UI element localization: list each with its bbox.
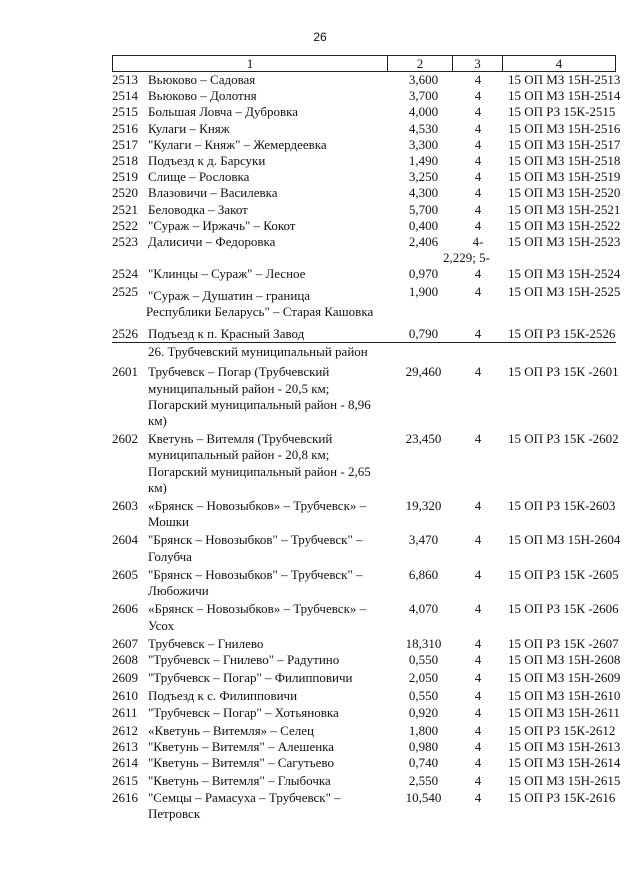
road-code: 15 ОП МЗ 15Н-2514 (508, 88, 621, 104)
table-row (112, 266, 621, 282)
road-category: 4 (474, 601, 482, 617)
header-col-2: 2 (388, 56, 453, 71)
road-length: 0,550 (408, 688, 439, 704)
table-row (112, 153, 621, 169)
table-row (112, 498, 616, 530)
road-code: 15 ОП РЗ 15К-2603 (508, 498, 616, 514)
road-category: 4 (474, 88, 482, 104)
road-length: 3,700 (408, 88, 439, 104)
road-name: Кулаги – Княж (148, 120, 230, 136)
road-code: 15 ОП РЗ 15К -2605 (508, 566, 619, 582)
road-code: 15 ОП МЗ 15Н-2613 (508, 738, 621, 754)
road-code: 15 ОП МЗ 15Н-2524 (508, 266, 621, 282)
road-name: "Трубчевск – Гнилево" – Радутино (148, 651, 340, 667)
road-category: 4 (474, 651, 482, 667)
road-category: 4 (474, 532, 482, 548)
roads-table (112, 55, 621, 824)
road-name: "Семцы – Рамасуха – Трубчевск" – Петровск (148, 789, 341, 821)
road-length: 1,490 (408, 153, 439, 169)
road-category: 4 (474, 738, 482, 754)
road-category: 4 (474, 566, 482, 582)
road-category: 4 (474, 169, 482, 185)
road-code: 15 ОП РЗ 15К-2515 (508, 104, 616, 120)
road-category: 4 (474, 431, 482, 447)
road-name: "Брянск – Новозыбков" – Трубчевск" – Любожичи (148, 566, 363, 599)
table-row (112, 532, 621, 564)
row-number: 2604 (112, 532, 138, 548)
road-length: 29,460 (405, 364, 442, 380)
road-name: "Кветунь – Витемля" – Глыбочка (148, 773, 331, 789)
table-row (112, 283, 621, 320)
table-row (112, 120, 621, 137)
road-length: 3,470 (408, 532, 439, 548)
road-length: 3,250 (408, 169, 439, 185)
road-length: 4,530 (408, 120, 439, 136)
road-code: 15 ОП МЗ 15Н-2525 (508, 283, 621, 299)
road-name: Вьюково – Долотня (148, 88, 257, 104)
road-length: 18,310 (405, 635, 442, 651)
road-code: 15 ОП МЗ 15Н-2516 (508, 120, 621, 136)
road-name (146, 284, 388, 320)
road-length: 0,980 (408, 738, 439, 754)
table-row (112, 104, 616, 120)
table-row (112, 635, 619, 652)
table-row (112, 790, 616, 822)
table-row (112, 601, 619, 633)
road-category: 4 (474, 153, 482, 169)
road-name: Большая Ловча – Дубровка (148, 104, 299, 120)
road-name: Влазовичи – Василевка (148, 185, 278, 201)
table-header (112, 55, 616, 72)
row-number: 2523 (112, 234, 138, 250)
road-code: 15 ОП РЗ 15К -2601 (508, 364, 619, 380)
road-category: 4 (474, 104, 482, 120)
road-length: 1,800 (408, 722, 439, 738)
road-code: 15 ОП МЗ 15Н-2610 (508, 688, 621, 704)
header-col-4: 4 (503, 56, 616, 71)
road-name: "Кветунь – Витемля" – Сагутьево (148, 755, 334, 771)
row-number: 2518 (112, 153, 138, 169)
road-name: «Брянск – Новозыбков» – Трубчевск» – Усох (148, 601, 367, 633)
table-row (112, 136, 621, 153)
table-row (112, 234, 621, 250)
road-category: 4 (474, 704, 482, 720)
table-row (112, 72, 621, 88)
table-row (112, 755, 621, 771)
road-name: Подъезд к п. Красный Завод (148, 326, 305, 342)
road-category: 4 (474, 364, 482, 380)
table-row (112, 88, 621, 104)
road-code: 15 ОП МЗ 15Н-2518 (508, 153, 621, 169)
section-title: 26. Трубчевский муниципальный район (148, 344, 368, 360)
road-name-line: Республики Беларусь" – Старая Кашовка (146, 303, 374, 319)
page-number: 26 (313, 30, 327, 44)
road-name-line: "Сураж – Душатин – граница (148, 287, 311, 303)
road-name: Подъезд к д. Барсуки (148, 153, 266, 169)
road-name: "Брянск – Новозыбков" – Трубчевск" – Голубча (148, 532, 363, 564)
road-code: 15 ОП МЗ 15Н-2523 (508, 234, 621, 250)
road-category: 4 (474, 755, 482, 771)
road-length: 0,400 (408, 217, 439, 233)
road-length: 3,600 (408, 72, 439, 87)
row-number: 2610 (112, 688, 138, 704)
road-code: 15 ОП МЗ 15Н-2604 (508, 532, 621, 548)
category-note: 2,229; 5- (443, 250, 490, 266)
row-number: 2605 (112, 566, 138, 582)
row-number: 2611 (112, 704, 138, 720)
row-number: 2515 (112, 104, 138, 120)
road-category: 4 (474, 326, 482, 342)
table-row (112, 169, 621, 185)
road-name: Слище – Рословка (148, 169, 250, 185)
road-name: Вьюково – Садовая (148, 72, 256, 87)
row-number: 2608 (112, 651, 138, 667)
road-code: 15 ОП РЗ 15К-2612 (508, 722, 616, 738)
road-length: 4,000 (408, 104, 439, 120)
road-category: 4- (472, 234, 484, 250)
row-number: 2607 (112, 635, 138, 651)
row-number: 2513 (112, 72, 138, 87)
row-number: 2519 (112, 169, 138, 185)
table-row (112, 688, 621, 704)
table-row (112, 651, 621, 668)
road-name: "Клинцы – Сураж" – Лесное (148, 266, 306, 282)
road-name: "Кветунь – Витемля" – Алешенка (148, 738, 335, 754)
road-code: 15 ОП МЗ 15Н-2522 (508, 217, 621, 233)
row-number: 2615 (112, 773, 138, 789)
road-length: 6,860 (408, 566, 439, 582)
road-length: 0,550 (408, 651, 439, 667)
road-length: 23,450 (405, 431, 442, 447)
row-number: 2514 (112, 88, 138, 104)
road-name: "Трубчевск – Погар" – Хотьяновка (148, 704, 339, 720)
road-length: 10,540 (405, 789, 442, 805)
row-number: 2609 (112, 670, 138, 686)
row-number: 2616 (112, 789, 138, 805)
road-code: 15 ОП МЗ 15Н-2519 (508, 169, 621, 185)
road-category: 4 (474, 120, 482, 136)
row-number: 2602 (112, 431, 138, 447)
road-code: 15 ОП МЗ 15Н-2517 (508, 136, 621, 152)
road-length: 2,550 (408, 773, 439, 789)
rows-group-b (112, 266, 621, 282)
road-length: 4,070 (408, 601, 439, 617)
row-number: 2525 (112, 283, 138, 299)
road-name: "Сураж – Иржачь" – Кокот (148, 217, 296, 233)
table-row (112, 364, 619, 429)
road-name: Кветунь – Витемля (Трубчевский муниципальный район - 20,8 км; Погарский муниципальный район - 2,65 км) (148, 431, 371, 495)
road-category: 4 (474, 283, 482, 299)
road-name: Далисичи – Федоровка (148, 234, 276, 250)
road-length: 5,700 (408, 201, 439, 217)
table-row (112, 773, 621, 789)
table-row-note (112, 250, 616, 266)
row-number: 2614 (112, 755, 138, 771)
table-row (112, 566, 619, 599)
road-name: "Трубчевск – Погар" – Филипповичи (148, 670, 353, 686)
road-code: 15 ОП РЗ 15К-2526 (508, 326, 616, 342)
road-length: 3,300 (408, 136, 439, 152)
road-category: 4 (474, 136, 482, 152)
road-name: Трубчевск – Гнилево (148, 635, 264, 651)
row-number: 2613 (112, 738, 138, 754)
table-row (112, 738, 621, 755)
road-code: 15 ОП МЗ 15Н-2615 (508, 773, 621, 789)
road-length: 0,740 (408, 755, 439, 771)
road-category: 4 (474, 722, 482, 738)
road-length: 2,050 (408, 670, 439, 686)
header-col-1: 1 (112, 56, 388, 71)
road-length: 19,320 (405, 498, 442, 514)
table-row (112, 185, 621, 201)
table-row (112, 723, 616, 739)
road-category: 4 (474, 635, 482, 651)
road-code: 15 ОП МЗ 15Н-2609 (508, 670, 621, 686)
road-category: 4 (474, 670, 482, 686)
row-number: 2522 (112, 217, 138, 233)
road-category: 4 (474, 789, 482, 805)
road-category: 4 (474, 688, 482, 704)
table-row (112, 201, 621, 218)
row-number: 2606 (112, 601, 138, 617)
header-col-3: 3 (453, 56, 503, 71)
row-number: 2612 (112, 722, 138, 738)
table-row (112, 431, 619, 496)
road-code: 15 ОП МЗ 15Н-2513 (508, 72, 621, 87)
road-category: 4 (474, 773, 482, 789)
road-code: 15 ОП РЗ 15К-2616 (508, 789, 616, 805)
row-number: 2520 (112, 185, 138, 201)
road-length: 0,920 (408, 704, 439, 720)
road-category: 4 (474, 266, 482, 282)
road-code: 15 ОП МЗ 15Н-2608 (508, 651, 621, 667)
table-row (112, 670, 621, 686)
road-name: "Кулаги – Княж" – Жемердеевка (148, 136, 327, 152)
road-category: 4 (474, 185, 482, 201)
road-length: 2,406 (408, 234, 439, 250)
road-category: 4 (474, 498, 482, 514)
row-number: 2526 (112, 326, 138, 342)
row-number: 2603 (112, 498, 138, 514)
rows-group-a (112, 72, 621, 250)
road-category: 4 (474, 201, 482, 217)
rows-group-c (112, 364, 621, 821)
road-code: 15 ОП РЗ 15К -2606 (508, 601, 619, 617)
road-code: 15 ОП РЗ 15К -2602 (508, 431, 619, 447)
road-name: Подъезд к с. Филипповичи (148, 688, 298, 704)
row-number: 2524 (112, 266, 138, 282)
road-category: 4 (474, 72, 482, 87)
row-number: 2517 (112, 136, 138, 152)
road-length: 1,900 (408, 283, 439, 299)
road-name: Беловодка – Закот (148, 201, 248, 217)
road-code: 15 ОП РЗ 15К -2607 (508, 635, 619, 651)
road-name: Трубчевск – Погар (Трубчевский муниципальный район - 20,5 км; Погарский муниципальный район - 8,96 км) (148, 364, 371, 429)
table-row (112, 326, 616, 343)
road-length: 0,970 (408, 266, 439, 282)
road-name: «Брянск – Новозыбков» – Трубчевск» – Мошки (148, 498, 367, 530)
road-code: 15 ОП МЗ 15Н-2614 (508, 755, 621, 771)
road-length: 4,300 (408, 185, 439, 201)
road-code: 15 ОП МЗ 15Н-2520 (508, 185, 621, 201)
road-code: 15 ОП МЗ 15Н-2611 (508, 704, 620, 720)
table-row (112, 217, 621, 234)
road-name: «Кветунь – Витемля» – Селец (148, 722, 314, 738)
row-number: 2516 (112, 120, 138, 136)
table-row (112, 704, 620, 721)
road-category: 4 (474, 217, 482, 233)
road-length: 0,790 (408, 326, 439, 342)
row-number: 2601 (112, 364, 138, 380)
road-code: 15 ОП МЗ 15Н-2521 (508, 201, 621, 217)
row-number: 2521 (112, 201, 138, 217)
